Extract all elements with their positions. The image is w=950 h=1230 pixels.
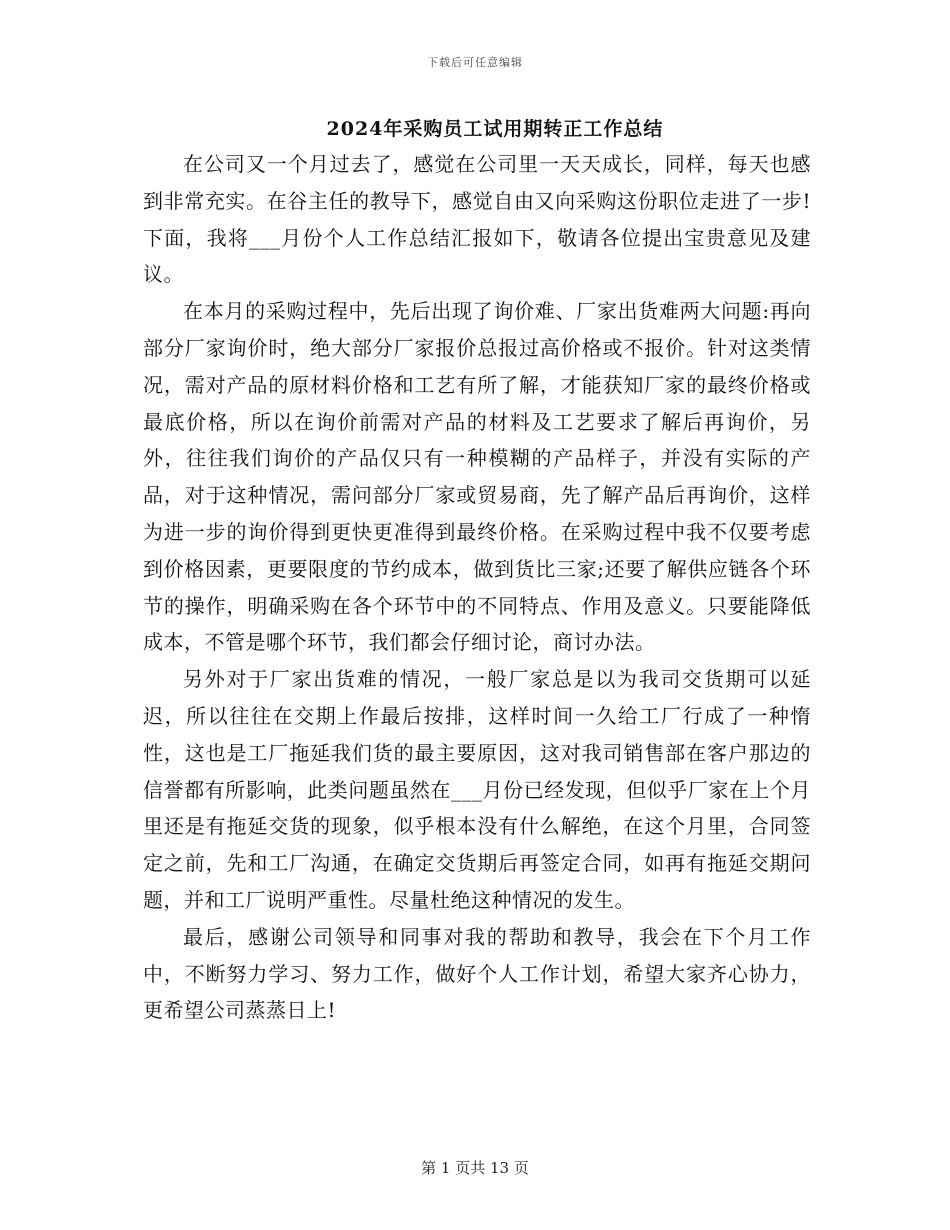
- paragraph-closing: 最后，感谢公司领导和同事对我的帮助和教导，我会在下个月工作中，不断努力学习、努力工作，做好个人工作计划，希望大家齐心协力，更希望公司蒸蒸日上!: [143, 924, 811, 1023]
- header-note: 下载后可任意编辑: [427, 56, 523, 69]
- document-title: 2024年采购员工试用期转正工作总结: [326, 118, 664, 140]
- paragraph-intro: 在公司又一个月过去了，感觉在公司里一天天成长，同样，每天也感到非常充实。在谷主任的教导下，感觉自由又向采购这份职位走进了一步!下面，我将___月份个人工作总结汇报如下，敬请各位提出宝贵意见及建议。: [143, 152, 811, 287]
- page-number: 第 1 页共 13 页: [421, 1159, 529, 1177]
- paragraph-delivery-issues: 另外对于厂家出货难的情况，一般厂家总是以为我司交货期可以延迟，所以往往在交期上作最后按排，这样时间一久给工厂行成了一种惰性，这也是工厂拖延我们货的最主要原因，这对我司销售部在客户那边的信誉都有所影响，此类问题虽然在___月份已经发现，但似乎厂家在上个月里还是有拖延交货的现象，似乎根本没有什么解绝，在这个月里，合同签定之前，先和工厂沟通，在确定交货期后再签定合同，如再有拖延交期问题，并和工厂说明严重性。尽量杜绝这种情况的发生。: [143, 667, 811, 912]
- document-body: [143, 146, 811, 1029]
- paragraph-purchasing-issues: 在本月的采购过程中，先后出现了询价难、厂家出货难两大问题:再向部分厂家询价时，绝大部分厂家报价总报过高价格或不报价。针对这类情况，需对产品的原材料价格和工艺有所了解，才能获知厂家的最终价格或最底价格，所以在询价前需对产品的材料及工艺要求了解后再询价，另外，往往我们询价的产品仅只有一种模糊的产品样子，并没有实际的产品，对于这种情况，需问部分厂家或贸易商，先了解产品后再询价，这样为进一步的询价得到更快更准得到最终价格。在采购过程中我不仅要考虑到价格因素，更要限度的节约成本，做到货比三家;还要了解供应链各个环节的操作，明确采购在各个环节中的不同特点、作用及意义。只要能降低成本，不管是哪个环节，我们都会仔细讨论，商讨办法。: [143, 299, 811, 655]
